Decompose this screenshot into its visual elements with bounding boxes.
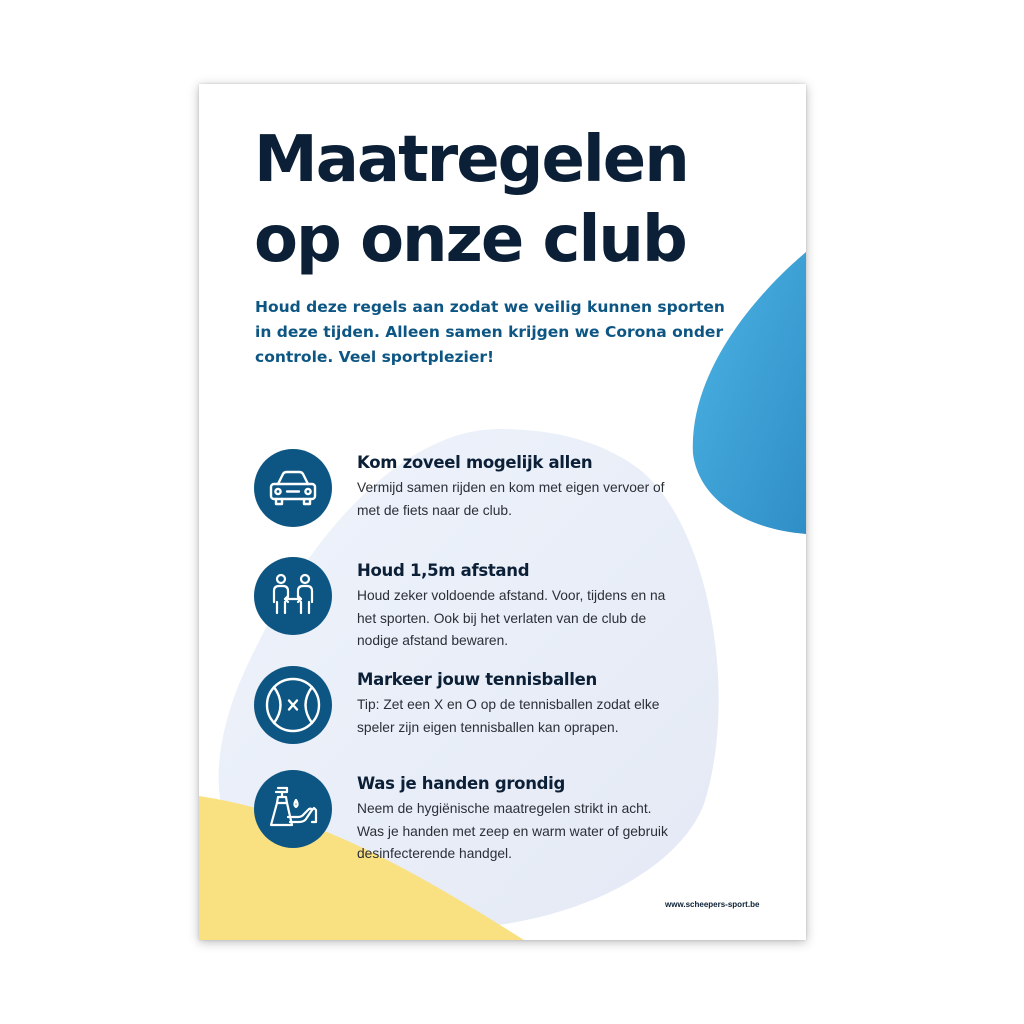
rule-icon-circle bbox=[254, 449, 332, 527]
poster bbox=[199, 84, 806, 940]
rule-description: Vermijd samen rijden en kom met eigen vervoer of met de fiets naar de club. bbox=[357, 480, 665, 518]
car-icon bbox=[254, 449, 332, 527]
rule-icon-circle bbox=[254, 557, 332, 635]
rule-icon-circle bbox=[254, 770, 332, 848]
tennis-ball-icon bbox=[254, 666, 332, 744]
rule-title: Houd 1,5m afstand bbox=[357, 561, 530, 580]
rule-icon-circle bbox=[254, 666, 332, 744]
rule-description: Tip: Zet een X en O op de tennisballen zodat elke speler zijn eigen tennisballen kan oprapen. bbox=[357, 697, 660, 735]
title-line-1: Maatregelen bbox=[254, 123, 688, 197]
title-line-2: op onze club bbox=[254, 203, 686, 277]
hand-wash-icon bbox=[254, 770, 332, 848]
rule-title: Markeer jouw tennisballen bbox=[357, 670, 597, 689]
rule-title: Was je handen grondig bbox=[357, 774, 566, 793]
distance-people-icon bbox=[254, 557, 332, 635]
intro-text: Houd deze regels aan zodat we veilig kunnen sporten in deze tijden. Alleen samen krijgen we Corona onder controle. Veel sportplezier! bbox=[255, 298, 725, 366]
page-title bbox=[254, 120, 794, 280]
website-link[interactable]: www.scheepers-sport.be bbox=[665, 900, 760, 909]
rule-description: Neem de hygiënische maatregelen strikt in acht. Was je handen met zeep en warm water of gebruik desinfecterende handgel. bbox=[357, 801, 668, 861]
rule-title: Kom zoveel mogelijk allen bbox=[357, 453, 593, 472]
rule-description: Houd zeker voldoende afstand. Voor, tijdens en na het sporten. Ook bij het verlaten van de club de nodige afstand bewaren. bbox=[357, 588, 666, 648]
